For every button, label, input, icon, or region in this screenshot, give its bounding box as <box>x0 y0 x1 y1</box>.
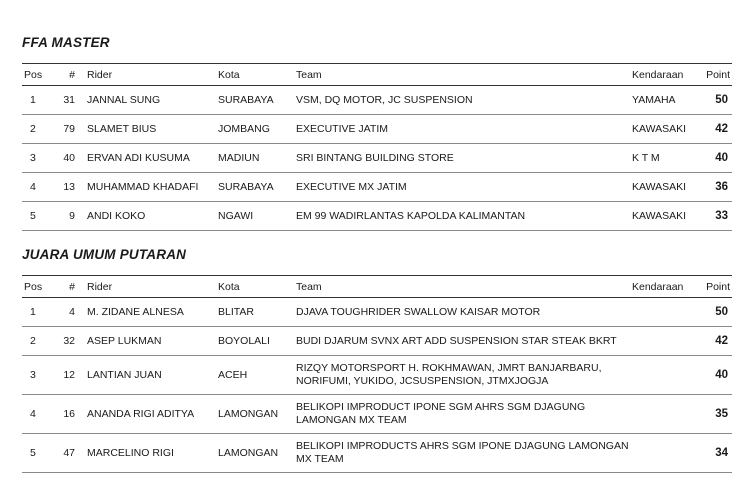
cell-number: 9 <box>55 202 75 231</box>
cell-number: 32 <box>55 327 75 356</box>
cell-number: 47 <box>55 434 75 473</box>
cell-number: 31 <box>55 86 75 115</box>
cell-kota: BLITAR <box>218 298 296 327</box>
cell-rider: LANTIAN JUAN <box>75 356 218 395</box>
cell-kota: JOMBANG <box>218 115 296 144</box>
col-header-rider: Rider <box>75 276 218 298</box>
cell-pos: 1 <box>22 298 55 327</box>
cell-number: 16 <box>55 395 75 434</box>
table-row <box>22 86 732 115</box>
cell-pos: 3 <box>22 144 55 173</box>
section-juara-umum-putaran <box>22 246 730 473</box>
col-header-pos: Pos <box>22 64 55 86</box>
cell-team: BELIKOPI IMPRODUCTS AHRS SGM IPONE DJAGUNG LAMONGAN MX TEAM <box>296 434 632 473</box>
cell-point: 40 <box>702 144 732 173</box>
cell-kota: SURABAYA <box>218 86 296 115</box>
cell-point: 50 <box>702 298 732 327</box>
cell-kendaraan: KAWASAKI <box>632 173 702 202</box>
table-row <box>22 298 732 327</box>
cell-point: 42 <box>702 327 732 356</box>
results-table <box>22 275 732 473</box>
cell-pos: 5 <box>22 202 55 231</box>
table-row <box>22 327 732 356</box>
col-header-kota: Kota <box>218 64 296 86</box>
cell-kota: MADIUN <box>218 144 296 173</box>
cell-team: RIZQY MOTORSPORT H. ROKHMAWAN, JMRT BANJARBARU, NORIFUMI, YUKIDO, JCSUSPENSION, JTMXJOGJA <box>296 356 632 395</box>
cell-kota: NGAWI <box>218 202 296 231</box>
cell-rider: ASEP LUKMAN <box>75 327 218 356</box>
cell-pos: 5 <box>22 434 55 473</box>
cell-kendaraan <box>632 434 702 473</box>
cell-team: BELIKOPI IMPRODUCT IPONE SGM AHRS SGM DJAGUNG LAMONGAN MX TEAM <box>296 395 632 434</box>
cell-kendaraan <box>632 356 702 395</box>
cell-point: 40 <box>702 356 732 395</box>
table-row <box>22 173 732 202</box>
cell-rider: M. ZIDANE ALNESA <box>75 298 218 327</box>
cell-pos: 1 <box>22 86 55 115</box>
col-header-kendaraan: Kendaraan <box>632 64 702 86</box>
col-header-team: Team <box>296 64 632 86</box>
cell-rider: JANNAL SUNG <box>75 86 218 115</box>
cell-team: EM 99 WADIRLANTAS KAPOLDA KALIMANTAN <box>296 202 632 231</box>
table-header-row <box>22 64 732 86</box>
cell-rider: ERVAN ADI KUSUMA <box>75 144 218 173</box>
cell-pos: 4 <box>22 395 55 434</box>
col-header-number: # <box>55 64 75 86</box>
table-header-row <box>22 276 732 298</box>
cell-point: 36 <box>702 173 732 202</box>
cell-point: 50 <box>702 86 732 115</box>
cell-team: EXECUTIVE JATIM <box>296 115 632 144</box>
cell-kendaraan <box>632 327 702 356</box>
col-header-rider: Rider <box>75 64 218 86</box>
cell-kendaraan: KAWASAKI <box>632 115 702 144</box>
cell-number: 40 <box>55 144 75 173</box>
cell-point: 33 <box>702 202 732 231</box>
cell-team: SRI BINTANG BUILDING STORE <box>296 144 632 173</box>
cell-kendaraan <box>632 298 702 327</box>
cell-kendaraan <box>632 395 702 434</box>
cell-kota: SURABAYA <box>218 173 296 202</box>
cell-team: BUDI DJARUM SVNX ART ADD SUSPENSION STAR STEAK BKRT <box>296 327 632 356</box>
table-row <box>22 115 732 144</box>
cell-pos: 2 <box>22 327 55 356</box>
col-header-kota: Kota <box>218 276 296 298</box>
results-table <box>22 63 732 231</box>
table-row <box>22 395 732 434</box>
col-header-number: # <box>55 276 75 298</box>
cell-point: 34 <box>702 434 732 473</box>
cell-rider: SLAMET BIUS <box>75 115 218 144</box>
col-header-point: Point <box>702 276 732 298</box>
table-row <box>22 144 732 173</box>
cell-kendaraan: K T M <box>632 144 702 173</box>
cell-pos: 4 <box>22 173 55 202</box>
cell-point: 35 <box>702 395 732 434</box>
col-header-team: Team <box>296 276 632 298</box>
cell-number: 13 <box>55 173 75 202</box>
cell-kendaraan: KAWASAKI <box>632 202 702 231</box>
table-row <box>22 356 732 395</box>
section-title: JUARA UMUM PUTARAN <box>22 247 187 262</box>
cell-kota: LAMONGAN <box>218 395 296 434</box>
table-row <box>22 202 732 231</box>
cell-rider: ANANDA RIGI ADITYA <box>75 395 218 434</box>
cell-team: EXECUTIVE MX JATIM <box>296 173 632 202</box>
cell-kota: BOYOLALI <box>218 327 296 356</box>
cell-number: 12 <box>55 356 75 395</box>
cell-rider: ANDI KOKO <box>75 202 218 231</box>
cell-pos: 2 <box>22 115 55 144</box>
cell-rider: MUHAMMAD KHADAFI <box>75 173 218 202</box>
col-header-pos: Pos <box>22 276 55 298</box>
cell-kendaraan: YAMAHA <box>632 86 702 115</box>
cell-number: 79 <box>55 115 75 144</box>
cell-point: 42 <box>702 115 732 144</box>
col-header-point: Point <box>702 64 732 86</box>
cell-kota: ACEH <box>218 356 296 395</box>
section-title: FFA MASTER <box>22 35 110 50</box>
cell-pos: 3 <box>22 356 55 395</box>
cell-rider: MARCELINO RIGI <box>75 434 218 473</box>
cell-kota: LAMONGAN <box>218 434 296 473</box>
table-row <box>22 434 732 473</box>
cell-team: VSM, DQ MOTOR, JC SUSPENSION <box>296 86 632 115</box>
col-header-kendaraan: Kendaraan <box>632 276 702 298</box>
cell-team: DJAVA TOUGHRIDER SWALLOW KAISAR MOTOR <box>296 298 632 327</box>
cell-number: 4 <box>55 298 75 327</box>
section-ffa-master <box>22 34 730 231</box>
